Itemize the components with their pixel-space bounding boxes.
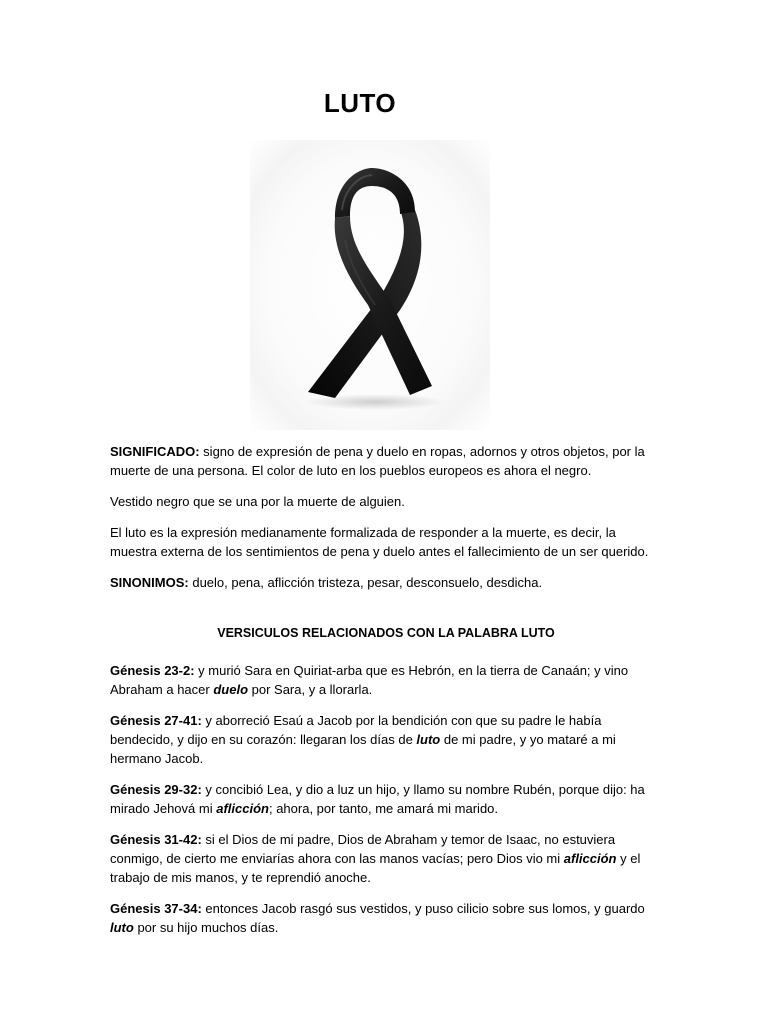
verse-item	[110, 780, 662, 818]
verse-item	[110, 711, 662, 768]
verse-text: ; ahora, por tanto, me amará mi marido.	[268, 801, 499, 816]
verse-text: y el trabajo de mis manos, y te reprendió anoche.	[110, 851, 641, 885]
significado-label: SIGNIFICADO:	[110, 444, 200, 459]
verse-item	[110, 830, 662, 887]
vestido-paragraph: Vestido negro que se una por la muerte de alguien.	[110, 494, 405, 509]
sinonimos-paragraph	[110, 573, 662, 592]
significado-text: signo de expresión de pena y duelo en ropas, adornos y otros objetos, por la muerte de una persona. El color de luto en los pueblos europeos es ahora el negro.	[110, 444, 645, 478]
page-title: LUTO	[323, 88, 397, 118]
verse-text: por su hijo muchos días.	[133, 920, 279, 935]
verse-keyword: aflicción	[563, 851, 617, 866]
verse-item	[110, 899, 662, 937]
verse-text: de mi padre, y yo mataré a mi hermano Jacob.	[110, 732, 616, 766]
ribbon-image	[250, 140, 490, 430]
section-heading: VERSICULOS RELACIONADOS CON LA PALABRA LUTO	[217, 626, 555, 640]
verse-reference: Génesis 23-2:	[110, 663, 195, 678]
verse-reference: Génesis 31-42:	[110, 832, 202, 847]
verse-reference: Génesis 27-41:	[110, 713, 202, 728]
verse-keyword: aflicción	[216, 801, 269, 816]
sinonimos-text: duelo, pena, aflicción tristeza, pesar, desconsuelo, desdicha.	[188, 575, 543, 590]
verse-text: si el Dios de mi padre, Dios de Abraham y temor de Isaac, no estuviera conmigo, de cierto me enviarías ahora con las manos vacías; pero Dios vio mi	[110, 832, 616, 866]
sinonimos-label: SINONIMOS:	[110, 575, 189, 590]
verse-keyword: duelo	[213, 682, 249, 697]
verse-text: y murió Sara en Quiriat-arba que es Hebrón, en la tierra de Canaán; y vino Abraham a hacer	[110, 663, 629, 697]
verse-keyword: luto	[110, 920, 134, 935]
verse-text: entonces Jacob rasgó sus vestidos, y puso cilicio sobre sus lomos, y guardo	[201, 901, 645, 916]
verse-reference: Génesis 37-34:	[110, 901, 202, 916]
verse-item	[110, 661, 662, 699]
document-body	[110, 442, 662, 949]
mourning-ribbon-icon	[250, 140, 490, 430]
verse-text: por Sara, y a llorarla.	[248, 682, 373, 697]
verse-keyword: luto	[416, 732, 441, 747]
significado-paragraph	[110, 442, 662, 480]
luto-paragraph: El luto es la expresión medianamente formalizada de responder a la muerte, es decir, la muestra externa de los sentimientos de pena y duelo antes el fallecimiento de un ser querido.	[110, 525, 649, 559]
verse-text: y aborreció Esaú a Jacob por la bendición con que su padre le había bendecido, y dijo en su corazón: llegaran los días de	[110, 713, 602, 747]
verse-reference: Génesis 29-32:	[110, 782, 202, 797]
verse-text: y concibió Lea, y dio a luz un hijo, y llamo su nombre Rubén, porque dijo: ha mirado Jehová mi	[110, 782, 645, 816]
